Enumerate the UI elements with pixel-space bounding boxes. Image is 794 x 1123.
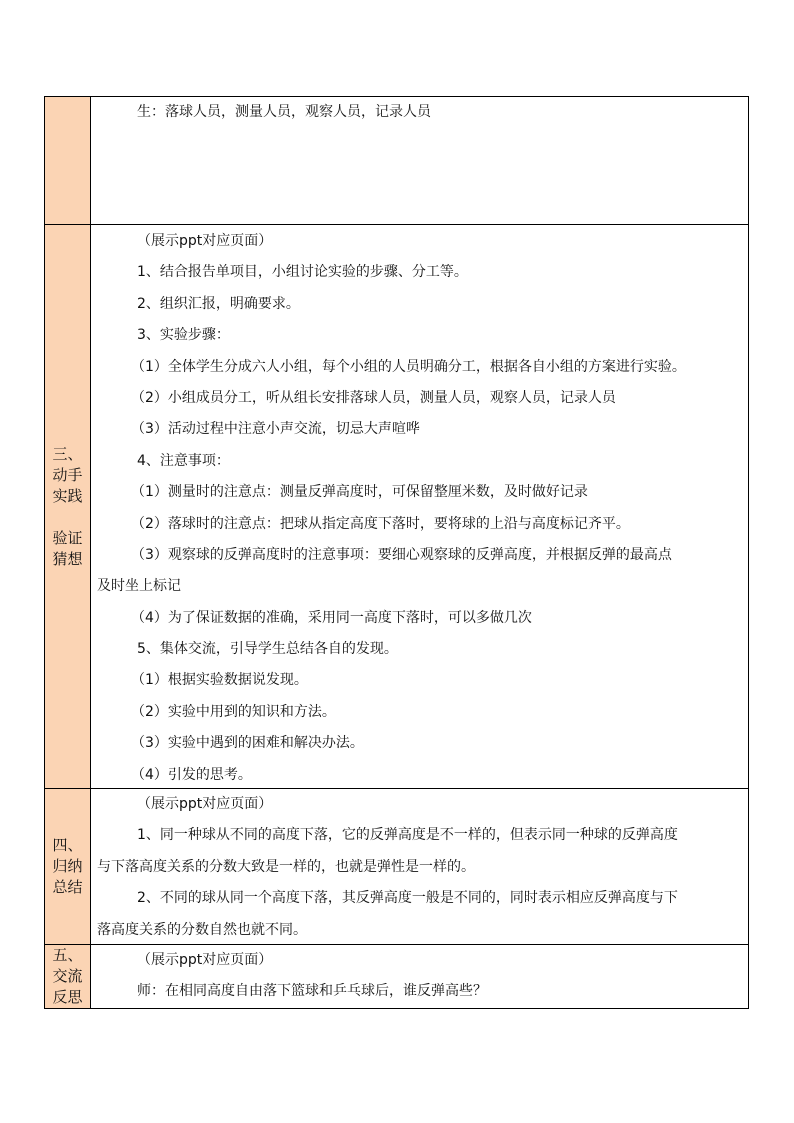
content-line: 师：在相同高度自由落下篮球和乒乓球后，谁反弹高些？ [137, 983, 487, 1000]
content-line: 2、组织汇报，明确要求。 [137, 295, 300, 312]
section-label-line: 交流 [52, 967, 83, 985]
content-line: （2）落球时的注意点：把球从指定高度下落时，要将球的上沿与高度标记齐平。 [131, 515, 630, 532]
section-label-line: 四、 [52, 836, 83, 854]
content-line: （2）实验中用到的知识和方法。 [131, 703, 336, 720]
content-line: （展示ppt对应页面） [137, 796, 273, 812]
lesson-plan-table [44, 96, 749, 1009]
content-line: （4）为了保证数据的准确，采用同一高度下落时，可以多做几次 [131, 609, 532, 626]
content-line: 4、注意事项： [137, 452, 230, 469]
content-line: （1）根据实验数据说发现。 [131, 672, 308, 689]
section-content-cell [91, 945, 748, 1008]
content-line: 与下落高度关系的分数大致是一样的，也就是弹性是一样的。 [97, 858, 475, 875]
section-label-line: 反思 [52, 988, 83, 1006]
section-label-line: 三、 [52, 444, 83, 463]
content-line: （3）实验中遇到的困难和解决办法。 [131, 735, 364, 752]
content-line: （1）测量时的注意点：测量反弹高度时，可保留整厘米数，及时做好记录 [131, 484, 588, 501]
content-line: 1、结合报告单项目，小组讨论实验的步骤、分工等。 [137, 264, 468, 281]
table-row [45, 944, 748, 1008]
section-content-cell [91, 97, 748, 224]
section-label-cell [45, 225, 91, 788]
content-line: （2）小组成员分工，听从组长安排落球人员，测量人员，观察人员，记录人员 [131, 389, 616, 406]
content-line: 5、集体交流，引导学生总结各自的发现。 [137, 641, 398, 658]
section-content-cell [91, 225, 748, 788]
content-line: （展示ppt对应页面） [137, 233, 273, 249]
table-row [45, 97, 748, 224]
section-label-line: 总结 [52, 878, 83, 896]
content-line: 生：落球人员，测量人员，观察人员，记录人员 [137, 104, 431, 120]
table-row [45, 788, 748, 944]
section-content-cell [91, 789, 748, 944]
content-line: 落高度关系的分数自然也就不同。 [97, 921, 307, 938]
section-label-line: 五、 [52, 946, 83, 964]
section-label-cell [45, 97, 91, 224]
section-label-line: 动手 [52, 465, 83, 484]
content-line: 及时坐上标记 [97, 578, 181, 595]
table-row [45, 224, 748, 788]
content-line: （3）观察球的反弹高度时的注意事项：要细心观察球的反弹高度，并根据反弹的最高点 [131, 546, 672, 563]
section-label-line: 猜想 [52, 549, 83, 568]
content-line: 1、同一种球从不同的高度下落，它的反弹高度是不一样的，但表示同一种球的反弹高度 [137, 827, 678, 844]
content-line: 3、实验步骤： [137, 327, 230, 344]
content-line: （1）全体学生分成六人小组，每个小组的人员明确分工，根据各自小组的方案进行实验。 [131, 358, 686, 375]
content-line: 2、不同的球从同一个高度下落，其反弹高度一般是不同的，同时表示相应反弹高度与下 [137, 890, 678, 907]
content-line: （3）活动过程中注意小声交流，切忌大声喧哗 [131, 421, 420, 438]
content-line: （展示ppt对应页面） [137, 952, 273, 968]
section-label-cell [45, 789, 91, 944]
content-line: （4）引发的思考。 [131, 766, 252, 783]
section-label-line: 验证 [52, 528, 83, 547]
section-label-cell [45, 945, 91, 1008]
section-label-line: 归纳 [52, 857, 83, 875]
section-label-line: 实践 [52, 486, 83, 505]
